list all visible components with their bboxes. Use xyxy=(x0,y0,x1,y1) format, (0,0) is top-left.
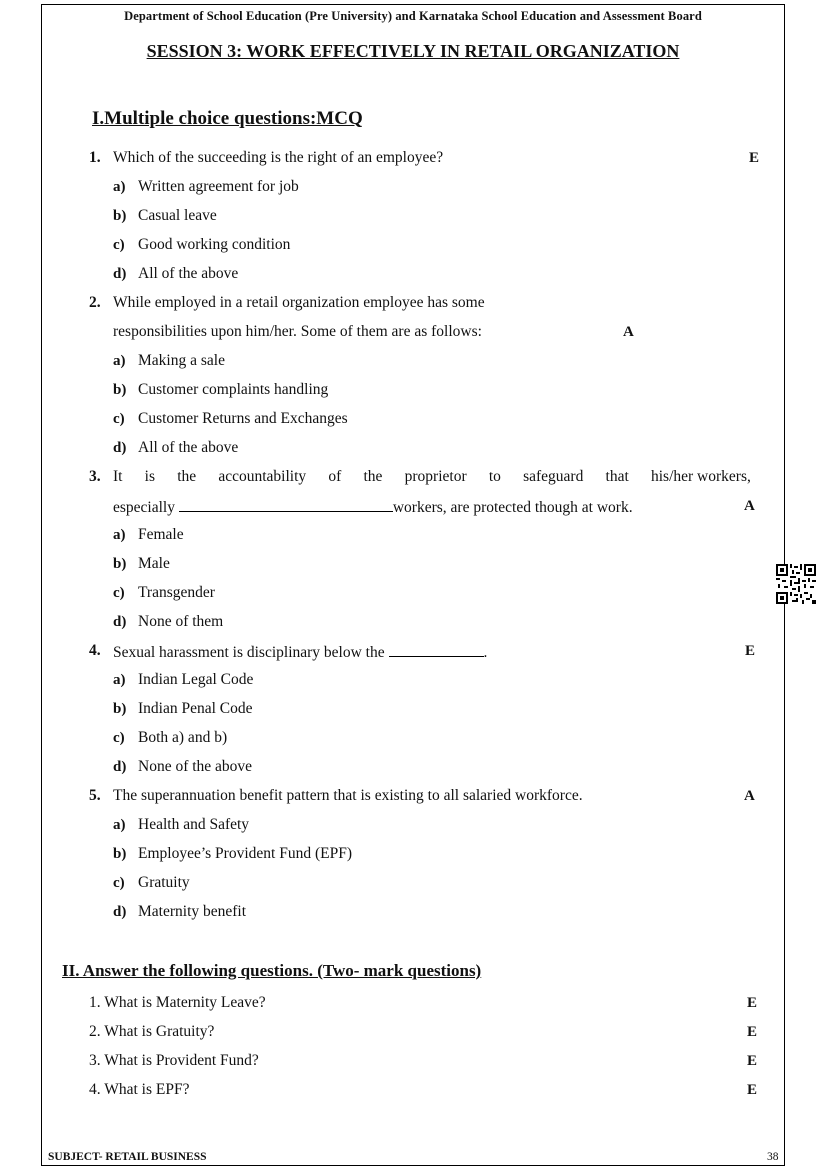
page-header: Department of School Education (Pre University) and Karnataka School Education and Assessment Board xyxy=(124,9,702,23)
short-question-text: 4. What is EPF? xyxy=(89,1081,190,1098)
option-text: All of the above xyxy=(138,265,239,282)
section1-heading: I.Multiple choice questions:MCQ xyxy=(92,108,363,129)
question-text-cont xyxy=(113,497,633,517)
option-text: Gratuity xyxy=(138,874,190,891)
option-label: a) xyxy=(113,353,126,369)
question-number: 1. xyxy=(89,149,101,166)
question-number: 4. xyxy=(89,642,101,659)
section2-heading: II. Answer the following questions. (Two- mark questions) xyxy=(62,961,482,980)
option-text: Both a) and b) xyxy=(138,729,228,746)
text-after-blank: workers, are protected though at work. xyxy=(392,499,633,516)
word: of xyxy=(328,468,342,485)
fill-in-blank xyxy=(389,642,484,657)
page-number: 38 xyxy=(767,1151,779,1163)
question-text-cont: responsibilities upon him/her. Some of them are as follows: xyxy=(113,323,482,340)
question-mark: A xyxy=(744,788,755,804)
short-question-text: 2. What is Gratuity? xyxy=(89,1023,215,1040)
option-text: Employee’s Provident Fund (EPF) xyxy=(138,845,352,862)
option-label: d) xyxy=(113,266,127,282)
question-mark: E xyxy=(747,1024,758,1040)
option-label: b) xyxy=(113,556,127,572)
text-before-blank: especially xyxy=(113,499,175,516)
question-text: While employed in a retail organization employee has some xyxy=(113,294,485,311)
option-label: b) xyxy=(113,846,127,862)
option-label: c) xyxy=(113,875,125,891)
option-text: Good working condition xyxy=(138,236,291,253)
option-text: Written agreement for job xyxy=(138,178,299,195)
option-label: d) xyxy=(113,904,127,920)
option-text: Customer complaints handling xyxy=(138,381,329,398)
fill-in-blank xyxy=(179,497,393,512)
word: to xyxy=(488,468,501,485)
option-label: b) xyxy=(113,208,127,224)
question-mark: A xyxy=(623,324,634,340)
question-mark: E xyxy=(747,1082,758,1098)
option-label: d) xyxy=(113,614,127,630)
option-text: Health and Safety xyxy=(138,816,250,833)
question-text: Which of the succeeding is the right of an employee? xyxy=(113,149,444,166)
word: the xyxy=(363,468,383,485)
option-label: b) xyxy=(113,701,127,717)
word: proprietor xyxy=(404,468,467,485)
option-label: c) xyxy=(113,585,125,601)
option-text: Casual leave xyxy=(138,207,217,224)
question-number: 5. xyxy=(89,787,101,804)
option-text: Female xyxy=(138,526,184,543)
option-label: c) xyxy=(113,730,125,746)
option-text: Customer Returns and Exchanges xyxy=(138,410,348,427)
option-text: Maternity benefit xyxy=(138,903,247,920)
short-question-text: 1. What is Maternity Leave? xyxy=(89,994,266,1011)
question-text: The superannuation benefit pattern that is existing to all salaried workforce. xyxy=(113,787,583,804)
word: accountability xyxy=(218,468,307,485)
question-mark: E xyxy=(749,150,760,166)
question-mark: E xyxy=(745,643,756,659)
option-label: b) xyxy=(113,382,127,398)
question-number: 2. xyxy=(89,294,101,311)
option-label: a) xyxy=(113,672,126,688)
option-label: d) xyxy=(113,759,127,775)
word: his/her workers, xyxy=(651,468,751,485)
short-question-text: 3. What is Provident Fund? xyxy=(89,1052,259,1069)
word: It xyxy=(113,468,123,485)
qr-code-icon xyxy=(776,564,816,604)
word: that xyxy=(605,468,629,485)
option-text: None of them xyxy=(138,613,224,630)
option-text: Transgender xyxy=(138,584,215,601)
option-text: Indian Legal Code xyxy=(138,671,254,688)
question-text xyxy=(113,642,487,662)
question-text xyxy=(113,468,751,486)
question-mark: E xyxy=(747,1053,758,1069)
text-before-blank: Sexual harassment is disciplinary below the xyxy=(113,644,385,661)
option-label: a) xyxy=(113,179,126,195)
text-after-blank: . xyxy=(483,644,488,661)
option-label: c) xyxy=(113,411,125,427)
word: is xyxy=(144,468,156,485)
option-text: None of the above xyxy=(138,758,253,775)
option-text: All of the above xyxy=(138,439,239,456)
question-number: 3. xyxy=(89,468,101,485)
footer-subject: SUBJECT- RETAIL BUSINESS xyxy=(48,1151,207,1163)
option-text: Male xyxy=(138,555,170,572)
option-text: Making a sale xyxy=(138,352,225,369)
option-label: c) xyxy=(113,237,125,253)
word: the xyxy=(177,468,197,485)
question-mark: A xyxy=(744,498,755,514)
option-label: a) xyxy=(113,527,126,543)
question-mark: E xyxy=(747,995,758,1011)
session-title: SESSION 3: WORK EFFECTIVELY IN RETAIL ORGANIZATION xyxy=(146,41,680,61)
option-label: d) xyxy=(113,440,127,456)
word: safeguard xyxy=(523,468,584,485)
option-text: Indian Penal Code xyxy=(138,700,253,717)
option-label: a) xyxy=(113,817,126,833)
